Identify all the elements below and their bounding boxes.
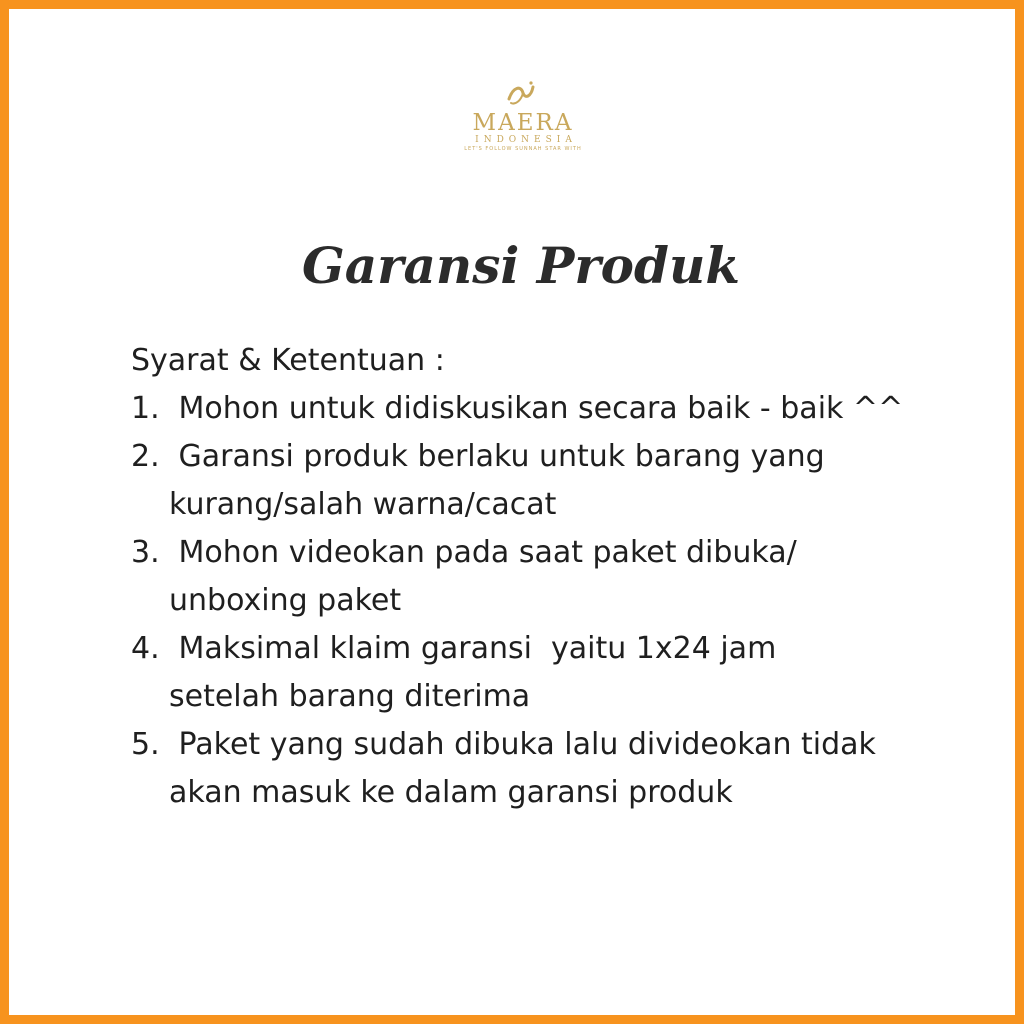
list-item [131, 433, 981, 529]
page-title: Garansi Produk [302, 236, 740, 295]
item-text-continued: kurang/salah warna/cacat [169, 487, 557, 522]
item-number: 5. [131, 727, 160, 762]
item-number: 3. [131, 535, 160, 570]
list-item [131, 721, 981, 817]
list-item [131, 625, 981, 721]
list-item [131, 529, 981, 625]
terms-heading: Syarat & Ketentuan : [131, 343, 445, 378]
item-text-continued: setelah barang diterima [169, 679, 531, 714]
brand-logo [9, 79, 1024, 153]
item-text-continued: akan masuk ke dalam garansi produk [169, 775, 733, 810]
terms-list [131, 385, 981, 817]
item-text: Paket yang sudah dibuka lalu divideokan tidak [178, 727, 876, 762]
brand-subtitle: INDONESIA [475, 135, 577, 145]
item-number: 4. [131, 631, 160, 666]
terms-section [131, 337, 981, 817]
item-number: 1. [131, 391, 160, 426]
item-text: Garansi produk berlaku untuk barang yang [178, 439, 825, 474]
item-number: 2. [131, 439, 160, 474]
list-item [131, 385, 981, 433]
item-text: Mohon videokan pada saat paket dibuka/ [178, 535, 797, 570]
brand-tagline: LET'S FOLLOW SUNNAH STAR WITH [464, 146, 582, 152]
item-text: Maksimal klaim garansi yaitu 1x24 jam [178, 631, 777, 666]
monogram-icon [501, 79, 541, 107]
item-text-continued: unboxing paket [169, 583, 402, 618]
item-text: Mohon untuk didiskusikan secara baik - baik ^^ [178, 391, 904, 426]
brand-name: MAERA [472, 110, 574, 136]
